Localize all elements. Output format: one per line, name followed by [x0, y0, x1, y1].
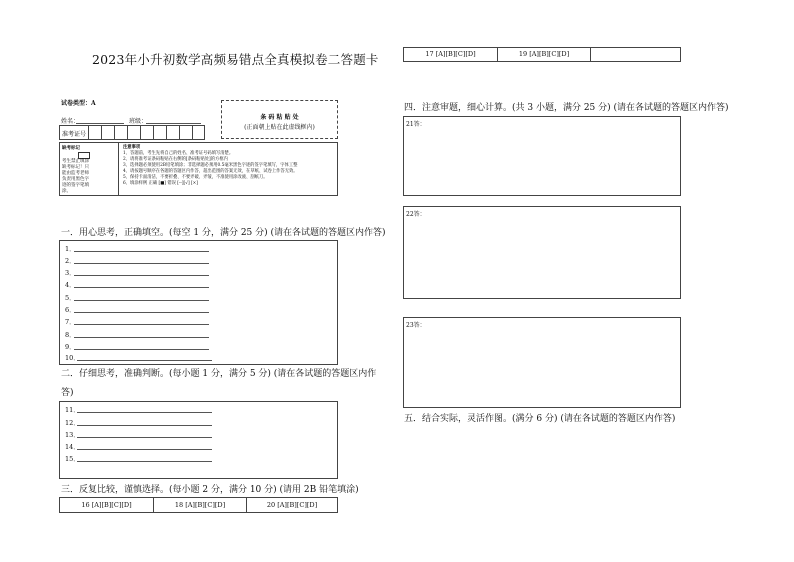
- absent-text-line: 负责用黑色字: [62, 177, 89, 182]
- barcode-hint: (正面朝上贴在此虚线框内): [244, 124, 315, 131]
- class-field[interactable]: [146, 123, 201, 124]
- absent-text-line: 能由监考老师: [62, 171, 89, 176]
- fill-line-10[interactable]: 10．: [65, 353, 80, 362]
- judge-line-14[interactable]: 14．: [65, 442, 80, 451]
- choice-20[interactable]: 20 [A][B][C][D]: [246, 498, 337, 512]
- exam-id-grid[interactable]: [59, 125, 205, 140]
- section1-answer-box[interactable]: [59, 240, 338, 365]
- class-label: 班级：: [129, 118, 148, 125]
- absent-title: 缺考标记: [62, 146, 80, 151]
- barcode-title: 条 码 粘 贴 处: [260, 114, 299, 121]
- fill-line-5[interactable]: 5．: [65, 293, 76, 302]
- fill-line-7[interactable]: 7．: [65, 317, 76, 326]
- fill-line-8[interactable]: 8．: [65, 330, 76, 339]
- choice-empty-cell: [590, 48, 680, 61]
- answer-label-23: 23答：: [406, 322, 426, 329]
- notes-item: 1、答题前，考生先将自己的姓名、准考证号码填写清楚。: [123, 151, 234, 156]
- absent-checkbox[interactable]: [78, 152, 90, 159]
- judge-line-15[interactable]: 15．: [65, 454, 80, 463]
- page-title: 2023年小升初数学高频易错点全真模拟卷二答题卡: [92, 52, 379, 67]
- section2-heading: 二．仔细思考，准确判断。(每小题 1 分，满分 5 分) (请在各试题的答题区内作: [61, 369, 377, 379]
- absent-text-line: 缺考标记！只: [62, 165, 89, 170]
- section5-heading: 五．结合实际，灵活作图。(满分 6 分) (请在各试题的答题区内作答): [404, 414, 676, 424]
- answer-label-22: 22答：: [406, 211, 426, 218]
- fill-line-1[interactable]: 1．: [65, 244, 76, 253]
- fill-line-9[interactable]: 9．: [65, 342, 76, 351]
- answer-label-21: 21答：: [406, 121, 426, 128]
- choice-18[interactable]: 18 [A][B][C][D]: [153, 498, 246, 512]
- instructions-box: [59, 142, 338, 196]
- judge-line-11[interactable]: 11．: [65, 405, 80, 414]
- exam-id-label: 准考证号: [62, 131, 87, 138]
- choice-19[interactable]: 19 [A][B][C][D]: [497, 48, 590, 61]
- notes-item: 4、请按题号顺序在各题的答题区内作答，超出范围的答案无效，在草纸、试卷上作答无效。: [123, 169, 298, 174]
- section4-heading: 四．注意审题，细心计算。(共 3 小题，满分 25 分) (请在各试题的答题区内作答): [404, 103, 729, 113]
- section2-heading-cont: 答): [61, 388, 74, 398]
- absent-text-line: 迹的签字笔填: [62, 183, 89, 188]
- answer-box-22[interactable]: [403, 206, 681, 299]
- notes-item: 3、选择题必须使用2B铅笔填涂；非选择题必须用0.5毫米黑色字迹的签字笔填写，字体工整: [123, 163, 298, 168]
- section1-heading: 一．用心思考，正确填空。(每空 1 分，满分 25 分) (请在各试题的答题区内作答): [61, 228, 386, 238]
- notes-item: 2、请将准考证条码粘贴在右侧的[条码粘贴处]的方框内: [123, 157, 228, 162]
- notes-item: 5、保持卡面清洁，不要折叠、不要弄破、弄皱，不准使用涂改液、刮纸刀。: [123, 175, 268, 180]
- fill-line-2[interactable]: 2．: [65, 256, 76, 265]
- absent-mark-panel: [60, 143, 119, 195]
- barcode-area: [221, 100, 338, 139]
- notes-title: 注意事项: [123, 145, 141, 150]
- choice-17[interactable]: 17 [A][B][C][D]: [425, 50, 476, 58]
- name-field[interactable]: [76, 123, 124, 124]
- paper-type-label: 试卷类型：A: [61, 100, 96, 107]
- notes-panel: [123, 145, 298, 187]
- fill-line-4[interactable]: 4．: [65, 280, 76, 289]
- answer-box-23[interactable]: [403, 317, 681, 408]
- judge-line-12[interactable]: 12．: [65, 418, 80, 427]
- judge-line-13[interactable]: 13．: [65, 430, 80, 439]
- notes-item: 6、填涂样例 正确 [■] 错误 [--][√] [×]: [123, 181, 198, 186]
- absent-text-line: 涂。: [62, 189, 71, 194]
- fill-line-3[interactable]: 3．: [65, 268, 76, 277]
- answer-box-21[interactable]: [403, 116, 681, 196]
- section3-heading: 三．反复比较，谨慎选择。(每小题 2 分，满分 10 分) (请用 2B 铅笔填涂): [61, 485, 359, 495]
- fill-line-6[interactable]: 6．: [65, 305, 76, 314]
- choice-row-2: [403, 47, 681, 62]
- absent-text-line: 考生禁止填涂: [62, 159, 89, 164]
- choice-16[interactable]: 16 [A][B][C][D]: [81, 501, 132, 509]
- choice-row-1: [59, 497, 338, 513]
- section2-answer-box[interactable]: [59, 401, 338, 479]
- name-label: 姓名：: [61, 118, 80, 125]
